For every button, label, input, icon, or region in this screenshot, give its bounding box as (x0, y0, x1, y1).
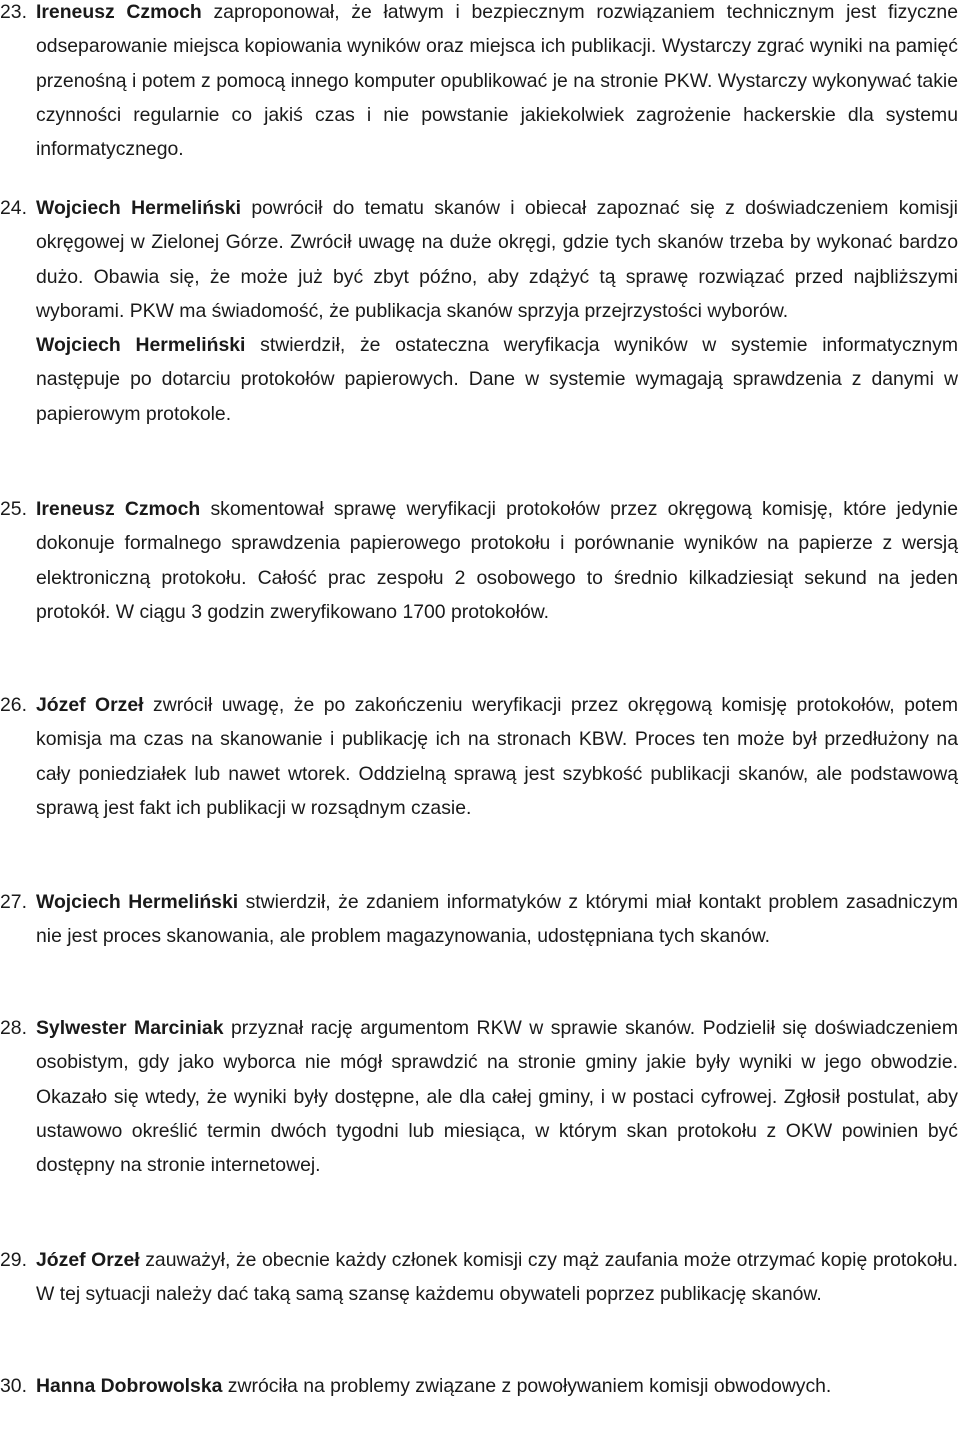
paragraph-text: stwierdził, że zdaniem informatyków z którymi miał kontakt problem zasadniczym nie jest proces skanowania, ale problem magazynowania, udostępniana tych skanów. (36, 891, 958, 948)
item-paragraph (36, 688, 958, 825)
paragraph-text: zwrócił uwagę, że po zakończeniu weryfikacji przez okręgową komisję protokołów, potem komisja ma czas na skanowanie i publikację ich na stronach KBW. Proces ten może był przedłużony na cały poniedziałek lub nawet wtorek. Oddzielną sprawą jest szybkość publikacji skanów, ale podstawową sprawą jest fakt ich publikacji w rozsądnym czasie. (36, 694, 959, 819)
item-number: 23. (0, 1, 27, 23)
speaker-name: Hanna Dobrowolska (36, 1375, 223, 1397)
list-item-30 (0, 1369, 958, 1403)
item-paragraph (36, 885, 958, 954)
paragraph-text: zauważył, że obecnie każdy członek komisji czy mąż zaufania może otrzymać kopię protokołu. W tej sytuacji należy dać taką samą szansę każdemu obywateli poprzez publikację skanów. (36, 1249, 959, 1306)
list-item-27 (0, 885, 958, 954)
item-number: 25. (0, 498, 27, 520)
speaker-name: Ireneusz Czmoch (36, 498, 201, 520)
list-item-24 (0, 191, 958, 431)
item-number: 24. (0, 197, 27, 219)
paragraph-text: zaproponował, że łatwym i bezpiecznym rozwiązaniem technicznym jest fizyczne odseparowanie miejsca kopiowania wyników oraz miejsca ich publikacji. Wystarczy zgrać wyniki na pamięć przenośną i potem z pomocą innego komputer opublikować je na stronie PKW. Wystarczy wykonywać takie czynności regularnie co jakiś czas i nie powstanie jakiekolwiek zagrożenie hackerskie dla systemu informatycznego. (36, 1, 958, 161)
item-paragraph (36, 191, 958, 328)
item-number: 30. (0, 1375, 27, 1397)
paragraph-text: zwróciła na problemy związane z powoływaniem komisji obwodowych. (222, 1375, 832, 1397)
speaker-name: Józef Orzeł (36, 1249, 140, 1271)
speaker-name: Wojciech Hermeliński (36, 334, 246, 357)
paragraph-text: skomentował sprawę weryfikacji protokołów przez okręgową komisję, które jedynie dokonuje formalnego sprawdzenia papierowego protokołu i porównanie wyników na papierze z wersją elektroniczną protokołu. Całość prac zespołu 2 osobowego to średnio kilkadziesiąt sekund na jeden protokół. W ciągu 3 godzin zweryfikowano 1700 protokołów. (36, 498, 958, 623)
speaker-name: Sylwester Marciniak (36, 1017, 224, 1039)
item-paragraph (36, 1369, 958, 1403)
list-item-28 (0, 1011, 958, 1182)
item-paragraph (36, 1011, 958, 1182)
item-number: 26. (0, 694, 27, 716)
list-item-29 (0, 1243, 958, 1312)
item-paragraph (36, 1243, 958, 1312)
item-number: 28. (0, 1017, 27, 1039)
item-paragraph (36, 328, 958, 431)
speaker-name: Wojciech Hermeliński (36, 197, 242, 219)
speaker-name: Józef Orzeł (36, 694, 144, 716)
item-paragraph (36, 0, 958, 166)
list-item-25 (0, 492, 958, 629)
paragraph-text: stwierdził, że ostateczna weryfikacja wyników w systemie informatycznym następuje po dotarciu protokołów papierowych. Dane w systemie wymagają sprawdzenia z danymi w papierowym protokole. (36, 334, 958, 425)
speaker-name: Ireneusz Czmoch (36, 1, 202, 23)
item-number: 29. (0, 1249, 27, 1271)
item-paragraph (36, 492, 958, 629)
list-item-23 (0, 0, 958, 166)
item-number: 27. (0, 891, 27, 913)
paragraph-text: przyznał rację argumentom RKW w sprawie skanów. Podzielił się doświadczeniem osobistym, gdy jako wyborca nie mógł sprawdzić na stronie gminy jakie były wyniki w jego obwodzie. Okazało się wtedy, że wyniki były dostępne, ale dla całej gminy, i w postaci cyfrowej. Zgłosił postulat, aby ustawowo określić termin dwóch tygodni lub miesiąca, w którym skan protokołu z OKW powinien być dostępny na stronie internetowej. (36, 1017, 958, 1177)
list-item-26 (0, 688, 958, 825)
paragraph-text: powrócił do tematu skanów i obiecał zapoznać się z doświadczeniem komisji okręgowej w Zielonej Górze. Zwrócił uwagę na duże okręgi, gdzie tych skanów trzeba by wykonać bardzo dużo. Obawia się, że może już być zbyt późno, aby zdążyć tą sprawę rozwiązać przed najbliższymi wyborami. PKW ma świadomość, że publikacja skanów sprzyja przejrzystości wyborów. (36, 197, 958, 322)
speaker-name: Wojciech Hermeliński (36, 891, 239, 913)
